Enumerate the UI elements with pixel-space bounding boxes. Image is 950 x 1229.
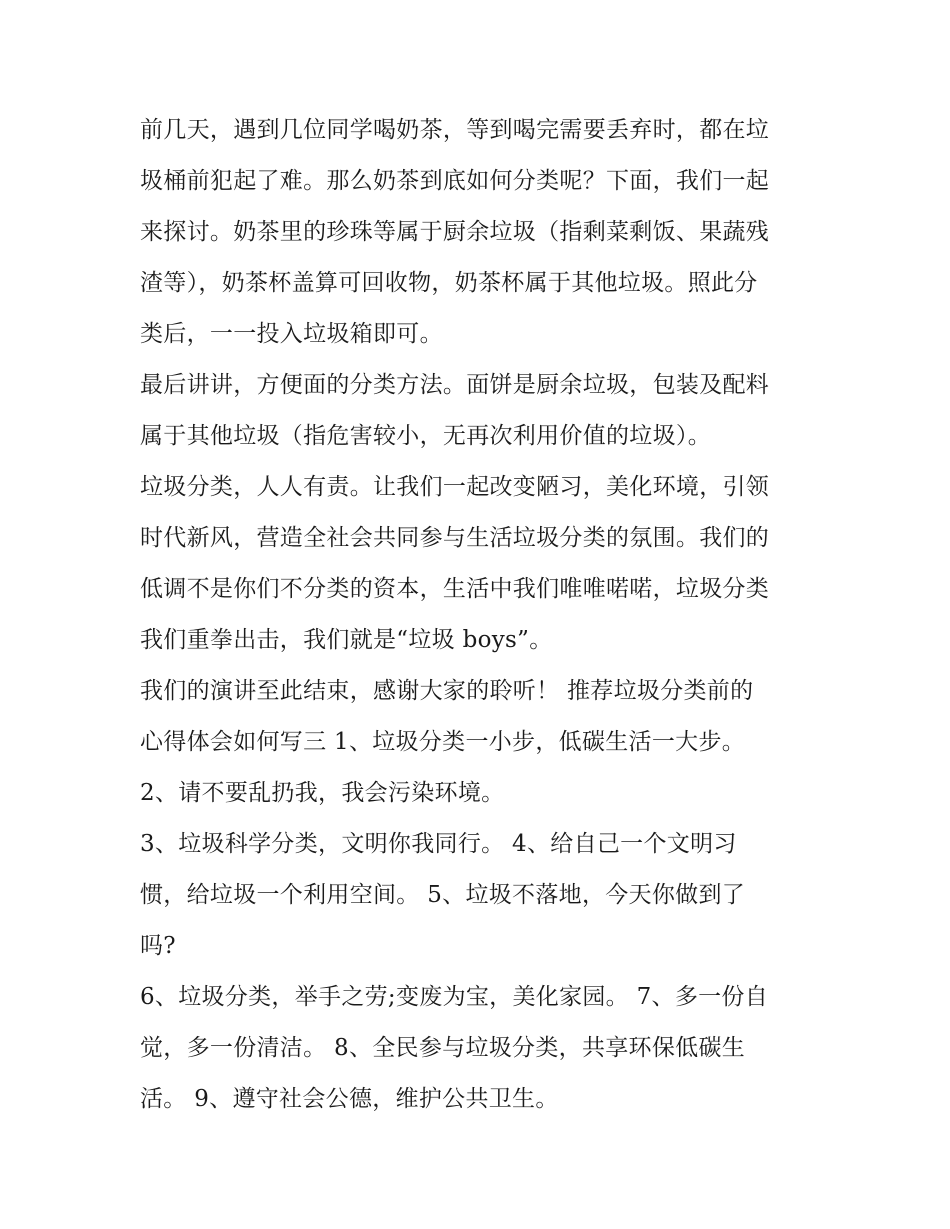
text-line: 6、垃圾分类，举手之劳;变废为宝，美化家园。 7、多一份自 [140,984,769,1010]
text-line: 垃圾分类，人人有责。让我们一起改变陋习，美化环境，引领 [140,474,770,500]
text-line: 低调不是你们不分类的资本，生活中我们唯唯喏喏，垃圾分类 [140,576,770,602]
text-line: 觉，多一份清洁。 8、全民参与垃圾分类，共享环保低碳生 [140,1035,746,1061]
text-line: 前几天，遇到几位同学喝奶茶，等到喝完需要丢弃时，都在垃 [140,117,770,143]
text-line: 最后讲讲，方便面的分类方法。面饼是厨余垃圾，包装及配料 [140,372,770,398]
text-line: 类后，一一投入垃圾箱即可。 [140,321,443,347]
text-line: 渣等），奶茶杯盖算可回收物，奶茶杯属于其他垃圾。照此分 [140,270,758,296]
text-line: 3、垃圾科学分类，文明你我同行。 4、给自己一个文明习 [140,831,737,857]
text-line: 时代新风，营造全社会共同参与生活垃圾分类的氛围。我们的 [140,525,770,551]
text-line: 2、请不要乱扔我，我会污染环境。 [140,780,505,806]
text-line: 属于其他垃圾（指危害较小，无再次利用价值的垃圾）。 [140,423,711,449]
text-line: 圾桶前犯起了难。那么奶茶到底如何分类呢？下面，我们一起 [140,168,770,194]
text-line: 来探讨。奶茶里的珍珠等属于厨余垃圾（指剩菜剩饭、果蔬残 [140,219,770,245]
text-line: 吗? [140,933,176,959]
text-line: 惯，给垃圾一个利用空间。 5、垃圾不落地，今天你做到了 [140,882,746,908]
text-line: 活。 9、遵守社会公德，维护公共卫生。 [140,1086,559,1112]
text-line: 心得体会如何写三 1、垃圾分类一小步，低碳生活一大步。 [140,729,746,755]
text-line: 我们重拳出击，我们就是“垃圾 boys”。 [140,627,553,653]
body-text [140,105,820,1125]
text-line: 我们的演讲至此结束，感谢大家的聆听！ 推荐垃圾分类前的 [140,678,754,704]
